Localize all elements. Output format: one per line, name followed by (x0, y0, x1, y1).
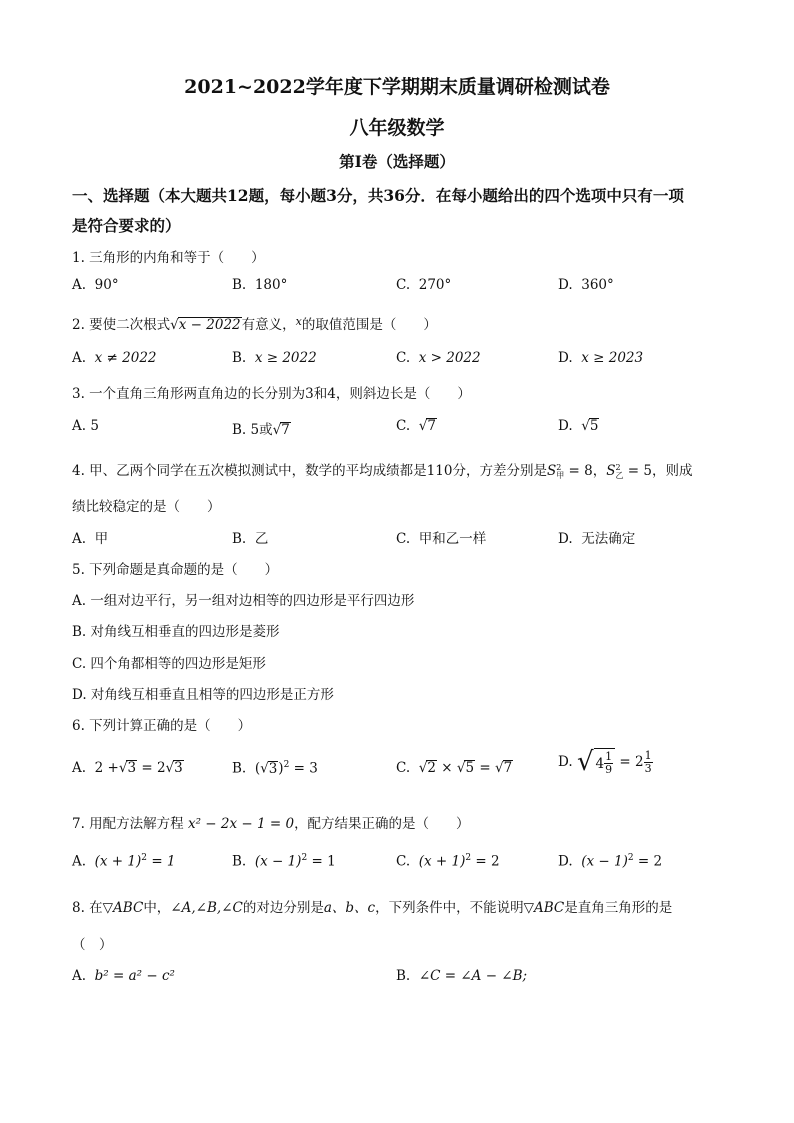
math-text: ) (278, 760, 284, 777)
radicand: 5 (589, 418, 599, 434)
math-text: ∠C = ∠A − ∠B; (418, 968, 528, 984)
question-8-stem-line1 (72, 896, 672, 916)
question-6-option-b: B. $(√3)^2 = 3$ (232, 760, 318, 777)
radicand: 2 (427, 760, 436, 776)
radicand: 5 (465, 760, 475, 776)
exam-subtitle: 八年级数学 (349, 117, 445, 139)
math-text: = 2 (475, 853, 500, 870)
superscript: 2 (465, 853, 472, 863)
subscript: 乙 (615, 470, 624, 480)
option-text: 360° (581, 277, 614, 293)
option-text: 无法确定 (581, 531, 636, 547)
radicand: 3 (268, 760, 278, 777)
stem-text: 7. 用配方法解方程 (72, 816, 184, 832)
question-5-stem: 5. 下列命题是真命题的是（ ） (72, 562, 279, 578)
stem-text: 是直角三角形的是 (564, 900, 673, 916)
stem-text: 有意义， (241, 317, 296, 333)
option-label: A. (72, 968, 87, 984)
numerator: 1 (605, 750, 613, 763)
question-4-option-d (558, 527, 635, 547)
option-label: B. (232, 531, 247, 547)
fraction (644, 750, 653, 775)
math-text: (x + 1) (418, 853, 466, 870)
superscript: 2 (556, 462, 562, 472)
option-text: x ≥ 2023 (581, 350, 644, 366)
option-label: B. (232, 422, 247, 438)
option-text: 甲和乙一样 (418, 531, 487, 547)
question-5-option-a: A. 一组对边平行，另一组对边相等的四边形是平行四边形 (72, 593, 415, 609)
question-3-option-c: C. √7 (396, 418, 436, 434)
option-label: D. (558, 853, 573, 870)
volume-title: 第Ⅰ卷（选择题） (339, 152, 455, 171)
nested-radical: √ 4 $\frac{1}{9}$ (577, 748, 615, 776)
option-label: A. (72, 531, 87, 547)
denominator: 9 (605, 763, 613, 777)
question-1-stem: 1. 三角形的内角和等于（ ） (72, 250, 265, 266)
option-text: 甲 (94, 531, 109, 547)
variable: x (295, 315, 302, 328)
stem-text: 的取值范围是（ ） (301, 317, 437, 333)
question-2-option-b (232, 350, 317, 366)
stem-text: 2. 要使二次根式 (72, 317, 171, 333)
math-text: = 1 (311, 853, 336, 870)
option-text: x ≥ 2022 (254, 350, 317, 366)
stem-text: ，下列条件中，不能说明 (375, 900, 524, 916)
option-label: C. (396, 531, 411, 547)
question-4-stem-line1: 4. 甲、乙两个同学在五次模拟测试中，数学的平均成绩都是110分，方差分别是S 2 甲 = 8，S 2 乙 = 5，则成 (72, 462, 693, 480)
option-text: 5 (90, 418, 99, 434)
question-2-option-d (558, 350, 643, 366)
option-label: D. (558, 531, 573, 547)
question-6-option-c: C. √2 × √5 = √7 (396, 760, 513, 776)
option-label: D. (558, 754, 573, 771)
stem-text: ，则成 (651, 463, 693, 479)
option-text: 270° (418, 277, 452, 293)
question-3-stem: 3. 一个直角三角形两直角边的长分别为3和4，则斜边长是（ ） (72, 386, 471, 402)
question-3-option-d: D. √5 (558, 418, 599, 434)
exam-title: 2021~2022学年度下学期期末质量调研检测试卷 (184, 76, 610, 98)
question-1-option-c (396, 277, 451, 293)
option-label: C. (396, 277, 411, 293)
variance-symbol: S (606, 463, 616, 479)
variance-value: = 5 (627, 463, 652, 479)
stem-text: ，配方结果正确的是（ ） (294, 816, 470, 832)
option-label: B. (232, 350, 247, 366)
superscript: 2 (615, 462, 621, 472)
option-text: 180° (254, 277, 288, 293)
math-text: = 2 (637, 853, 663, 870)
radicand: 7 (281, 422, 290, 438)
radicand: 3 (174, 760, 183, 776)
section-heading-line1: 一、选择题（本大题共12题，每小题3分，共36分．在每小题给出的四个选项中只有一项 (72, 186, 684, 205)
question-5-option-b: B. 对角线互相垂直的四边形是菱形 (72, 624, 280, 640)
stem-text: 中， (143, 900, 171, 916)
triangle-symbol: ▽ABC (102, 900, 144, 916)
question-6-option-d (558, 748, 653, 776)
question-4-option-a (72, 527, 108, 547)
math-text: = (479, 760, 491, 776)
stem-text: 的对边分别是 (242, 900, 324, 916)
superscript: 2 (627, 853, 634, 863)
question-2-stem: 2. 要使二次根式√x − 2022有意义，$^x$的取值范围是（ ） (72, 315, 437, 333)
triangle-symbol: ▽ABC (523, 900, 565, 916)
math-text: = 3 (293, 760, 318, 777)
variance-symbol: S (546, 463, 557, 479)
question-2-option-c (396, 350, 481, 366)
option-text: 5或 (250, 422, 273, 438)
option-label: A. (72, 760, 87, 776)
math-text: = 2 (141, 760, 166, 776)
superscript: 2 (301, 853, 308, 863)
section-heading-line2: 是符合要求的） (72, 216, 181, 235)
question-2-option-a (72, 350, 157, 366)
option-label: C. (396, 418, 411, 434)
option-label: C. (396, 853, 411, 870)
mixed-whole: 4 (595, 755, 605, 772)
radicand: 3 (127, 760, 137, 776)
math-text: 2 + (94, 760, 119, 776)
option-label: A. (72, 418, 87, 434)
radicand: x − 2022 (178, 317, 241, 333)
option-text: x > 2022 (418, 350, 481, 366)
stem-text: 8. 在 (72, 900, 103, 916)
fraction (604, 751, 613, 776)
question-1-option-d (558, 277, 614, 293)
superscript: 2 (141, 853, 148, 863)
question-4-option-c (396, 527, 486, 547)
question-1-option-a (72, 277, 119, 293)
option-label: D. (558, 350, 573, 366)
option-label: D. (558, 277, 573, 293)
question-6-stem: 6. 下列计算正确的是（ ） (72, 718, 252, 734)
radicand: 7 (427, 418, 436, 434)
question-7-stem (72, 812, 470, 832)
question-8-stem-line2: （ ） (72, 937, 113, 953)
question-7-option-c (396, 853, 500, 870)
question-3-option-b: B. 5或√7 (232, 422, 290, 438)
option-text: 90° (94, 277, 119, 293)
math-text: = 2 (619, 754, 644, 771)
math-text: = 1 (151, 853, 176, 870)
question-1-option-b (232, 277, 287, 293)
option-label: B. (396, 968, 411, 984)
math-text: (x − 1) (254, 853, 302, 870)
option-label: B. (232, 760, 247, 777)
question-7-option-a (72, 853, 176, 870)
option-label: C. (396, 760, 411, 776)
option-label: A. (72, 277, 87, 293)
math-text: b² = a² − c² (94, 968, 175, 984)
question-4-option-b (232, 527, 268, 547)
denominator: 3 (644, 761, 652, 775)
equation: x² − 2x − 1 = 0 (187, 816, 295, 832)
question-5-option-d: D. 对角线互相垂直且相等的四边形是正方形 (72, 687, 334, 703)
question-8-option-b (396, 968, 527, 984)
math-text: ( (254, 760, 261, 777)
math-text: (x + 1) (94, 853, 142, 870)
question-7-option-b (232, 853, 336, 870)
math-text: × (441, 760, 453, 776)
question-7-option-d (558, 853, 662, 870)
option-label: C. (396, 350, 411, 366)
math-text: (x − 1) (581, 853, 628, 870)
option-text: 乙 (254, 531, 269, 547)
question-6-option-a: A. 2 +√3 = 2√3 (72, 760, 183, 776)
numerator: 1 (644, 748, 652, 762)
sides: a、b、c (323, 900, 376, 916)
option-text: x ≠ 2022 (94, 350, 157, 366)
option-label: B. (232, 277, 247, 293)
option-label: A. (72, 853, 87, 870)
subscript: 甲 (556, 470, 565, 480)
question-3-option-a (72, 418, 99, 434)
radicand: 7 (503, 760, 513, 776)
option-label: B. (232, 853, 247, 870)
question-4-stem-line2: 绩比较稳定的是（ ） (72, 499, 221, 515)
stem-text: 4. 甲、乙两个同学在五次模拟测试中，数学的平均成绩都是110分，方差分别是 (72, 463, 547, 479)
question-8-option-a (72, 968, 175, 984)
superscript: 2 (283, 760, 290, 770)
angles: ∠A,∠B,∠C (170, 900, 243, 916)
option-label: D. (558, 418, 573, 434)
variance-value: = 8 (568, 463, 593, 479)
question-5-option-c: C. 四个角都相等的四边形是矩形 (72, 656, 266, 672)
option-label: A. (72, 350, 87, 366)
